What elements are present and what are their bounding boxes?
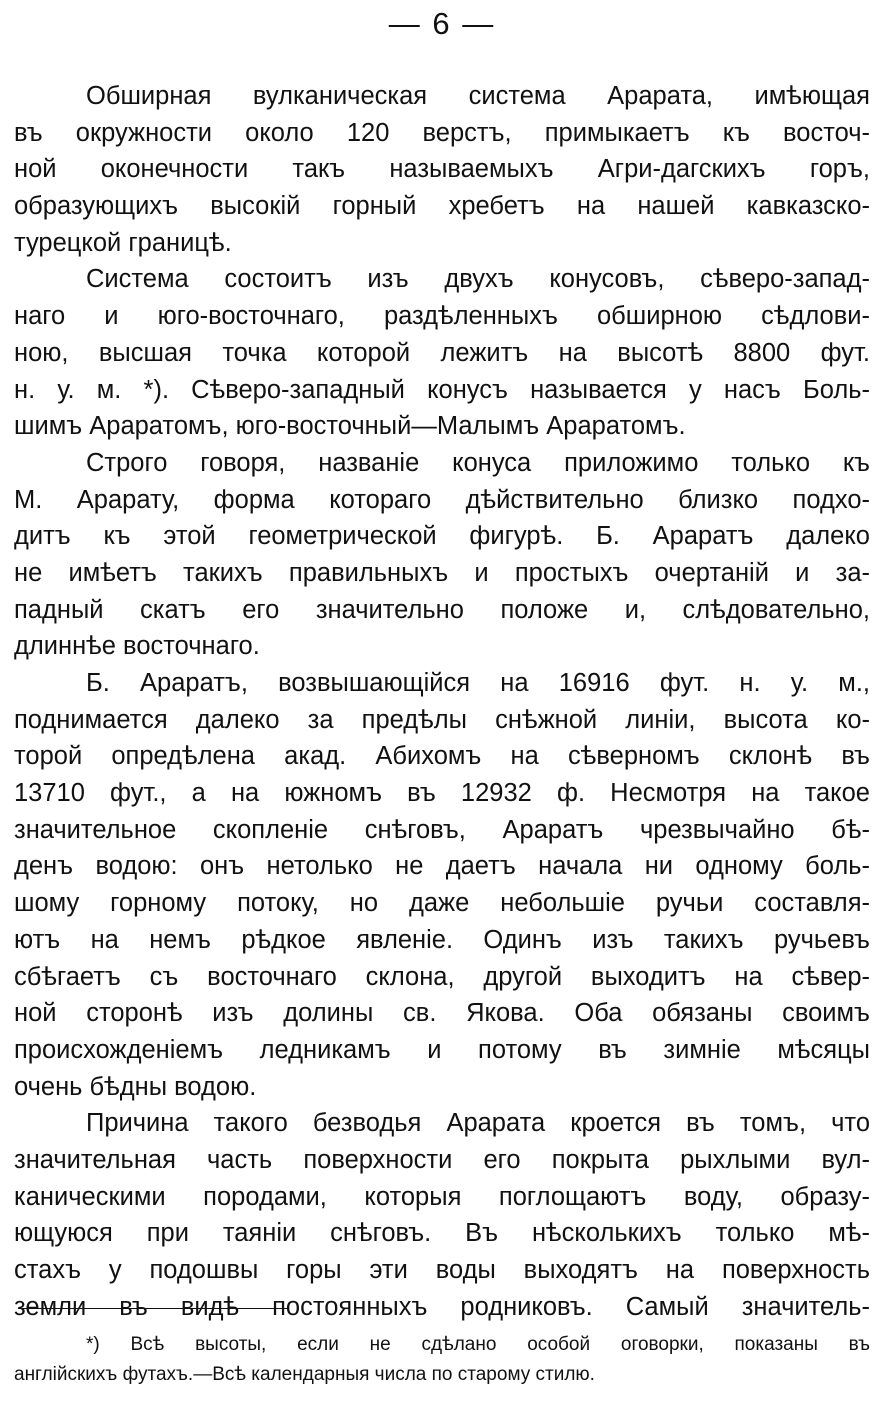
footnote-line: англiйскихъ футахъ.—Всѣ календарныя числа по старому стилю. [14, 1364, 595, 1385]
text-line: длиннѣе восточнаго. [14, 632, 260, 661]
text-line: М. Арарату, форма котораго дѣйствительно близко подхо- [14, 485, 870, 514]
text-line: въ окружности около 120 верстъ, примыкаетъ къ восточ- [14, 118, 870, 147]
body-text [14, 78, 870, 1325]
text-line: шимъ Араратомъ, юго-восточный—Малымъ Араратомъ. [14, 412, 686, 441]
text-line: ющуюся при таянiи снѣговъ. Въ нѣсколькихъ только мѣ- [14, 1219, 870, 1248]
text-line: земли въ видѣ постоянныхъ родниковъ. Самый значитель- [14, 1292, 870, 1321]
text-line: Причина такого безводья Арарата кроется въ томъ, что [86, 1109, 870, 1138]
text-line: сбѣгаетъ съ восточнаго склона, другой выходитъ на сѣвер- [14, 962, 870, 991]
text-line: ной оконечности такъ называемыхъ Агри-дагскихъ горъ, [14, 155, 870, 184]
text-line: не имѣетъ такихъ правильныхъ и простыхъ очертанiй и за- [14, 558, 870, 587]
text-line: денъ водою: онъ нетолько не даетъ начала ни одному боль- [14, 852, 870, 881]
text-line: ютъ на немъ рѣдкое явленiе. Одинъ изъ такихъ ручьевъ [14, 925, 870, 954]
footnote-line: *) Всѣ высоты, если не сдѣлано особой оговорки, показаны въ [86, 1334, 870, 1355]
text-line: торой опредѣлена акад. Абихомъ на сѣверномъ склонѣ въ [14, 742, 870, 771]
footnote-divider [18, 1308, 288, 1309]
text-line: 13710 фут., а на южномъ въ 12932 ф. Несмотря на такое [14, 779, 870, 808]
text-line: образующихъ высокiй горный хребетъ на нашей кавказско- [14, 192, 870, 221]
page-number: — 6 — [388, 6, 496, 41]
text-line: Строго говоря, названiе конуса приложимо только къ [86, 448, 870, 477]
text-line: наго и юго-восточнаго, раздѣленныхъ обширною сѣдлови- [14, 302, 870, 331]
text-line: очень бѣдны водою. [14, 1072, 257, 1101]
text-line: ной сторонѣ изъ долины св. Якова. Оба обязаны своимъ [14, 999, 870, 1028]
text-line: турецкой границѣ. [14, 228, 232, 257]
text-line: Б. Араратъ, возвышающiйся на 16916 фут. н. у. м., [86, 669, 870, 697]
text-line: падный скатъ его значительно положе и, слѣдовательно, [14, 595, 870, 624]
text-line: значительное скопленiе снѣговъ, Араратъ чрезвычайно бѣ- [14, 815, 870, 844]
text-line: поднимается далеко за предѣлы снѣжной линiи, высота ко- [14, 705, 870, 734]
text-line: Система состоитъ изъ двухъ конусовъ, сѣверо-запад- [86, 265, 870, 294]
text-line: каническими породами, которыя поглощаютъ воду, образу- [14, 1182, 870, 1211]
text-line: значительная часть поверхности его покрыта рыхлыми вул- [14, 1145, 870, 1174]
text-line: н. у. м. *). Сѣверо-западный конусъ называется у насъ Боль- [14, 375, 870, 404]
text-line: стахъ у подошвы горы эти воды выходятъ на поверхность [14, 1256, 870, 1284]
text-line: шому горному потоку, но даже небольшiе ручьи составля- [14, 889, 870, 918]
text-line: ною, высшая точка которой лежитъ на высотѣ 8800 фут. [14, 338, 870, 367]
text-line: Обширная вулканическая система Арарата, имѣющая [86, 82, 870, 110]
text-line: происхожденiемъ ледникамъ и потому въ зимнiе мѣсяцы [14, 1035, 870, 1064]
footnote [14, 1330, 870, 1390]
text-line: дитъ къ этой геометрической фигурѣ. Б. Араратъ далеко [14, 522, 870, 551]
